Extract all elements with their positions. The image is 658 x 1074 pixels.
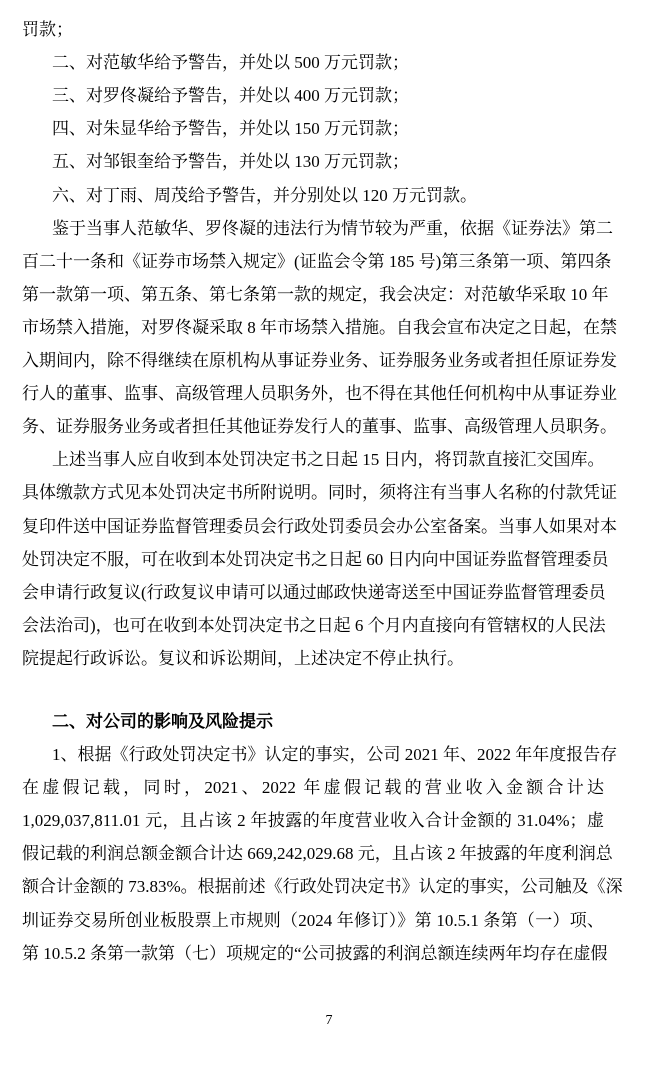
text-line: 额合计金额的 73.83%。根据前述《行政处罚决定书》认定的事实，公司触及《深 [22,877,623,897]
page-number: 7 [325,1013,333,1028]
text-line: 四、对朱显华给予警告，并处以 150 万元罚款； [52,119,409,139]
text-line: 处罚决定不服，可在收到本处罚决定书之日起 60 日内向中国证券监督管理委员 [22,549,609,569]
text-line: 复印件送中国证券监督管理委员会行政处罚委员会办公室备案。当事人如果对本 [22,516,617,536]
text-line: 具体缴款方式见本处罚决定书所附说明。同时，须将注有当事人名称的付款凭证 [22,483,617,503]
text-line: 六、对丁雨、周茂给予警告，并分别处以 120 万元罚款。 [52,185,477,205]
text-line: 会申请行政复议(行政复议申请可以通过邮政快递寄送至中国证券监督管理委员 [22,582,606,602]
text-line: 罚款； [22,20,73,39]
text-line: 市场禁入措施，对罗佟凝采取 8 年市场禁入措施。自我会宣布决定之日起，在禁 [22,317,617,337]
text-line: 院提起行政诉讼。复议和诉讼期间，上述决定不停止执行。 [22,648,464,668]
text-line: 第一款第一项、第五条、第七条第一款的规定，我会决定：对范敏华采取 10 年 [22,284,609,304]
text-line: 1、根据《行政处罚决定书》认定的事实，公司 2021 年、2022 年年度报告存 [52,745,618,764]
text-line: 三、对罗佟凝给予警告，并处以 400 万元罚款； [52,86,409,106]
text-line: 行人的董事、监事、高级管理人员职务外，也不得在其他任何机构中从事证券业 [22,384,617,404]
text-line: 会法治司)，也可在收到本处罚决定书之日起 6 个月内直接向有管辖权的人民法 [22,615,606,635]
text-line: 百二十一条和《证券市场禁入规定》(证监会令第 185 号)第三条第一项、第四条 [22,251,612,271]
text-line: 在虚假记载，同时，2021、2022 年虚假记载的营业收入金额合计达 [22,778,604,798]
text-line: 第 10.5.2 条第一款第（七）项规定的“公司披露的利润总额连续两年均存在虚假 [22,943,608,963]
text-line: 二、对范敏华给予警告，并处以 500 万元罚款； [52,53,409,73]
text-line: 假记载的利润总额金额合计达 669,242,029.68 元，且占该 2 年披露的年度利润总 [22,844,613,864]
text-line: 上述当事人应自收到本处罚决定书之日起 15 日内，将罚款直接汇交国库。 [52,450,605,470]
text-line: 1,029,037,811.01 元，且占该 2 年披露的年度营业收入合计金额的 31.04%；虚 [22,811,604,831]
text-line: 鉴于当事人范敏华、罗佟凝的违法行为情节较为严重，依据《证券法》第二 [52,218,613,238]
text-line: 五、对邹银奎给予警告，并处以 130 万元罚款； [52,152,409,172]
text-line: 圳证券交易所创业板股票上市规则（2024 年修订）》第 10.5.1 条第（一）项、 [22,910,604,930]
text-line: 入期间内，除不得继续在原机构从事证券业务、证券服务业务或者担任原证券发 [22,351,617,370]
text-line: 务、证券服务业务或者担任其他证券发行人的董事、监事、高级管理人员职务。 [22,417,617,437]
section-heading: 二、对公司的影响及风险提示 [52,712,273,731]
